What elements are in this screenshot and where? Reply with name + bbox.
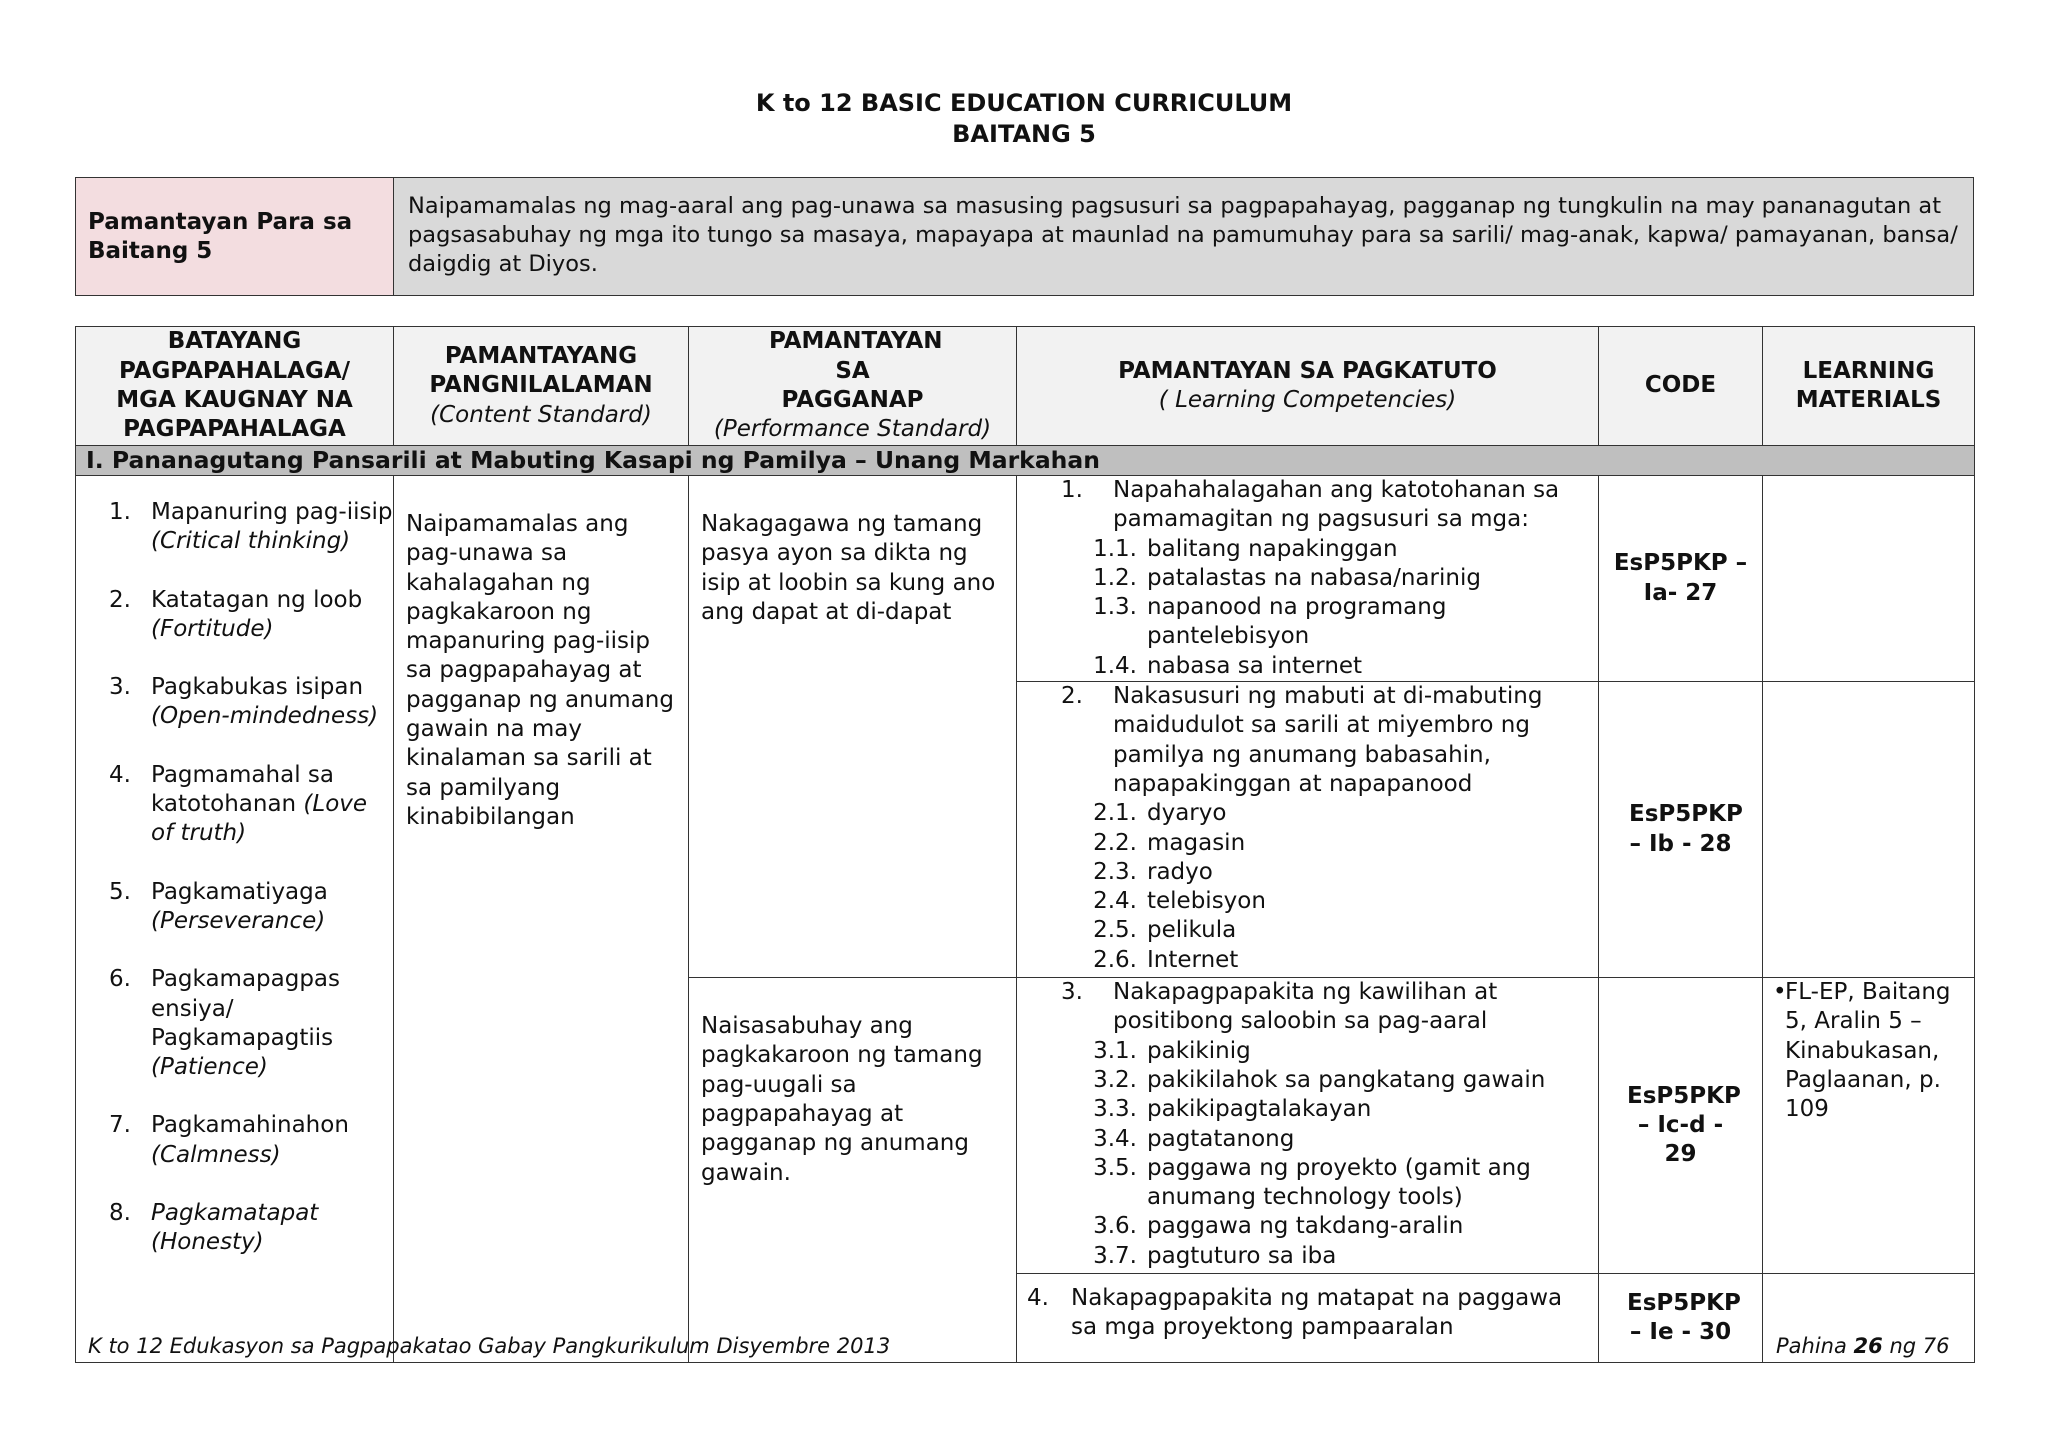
section-title: I. Pananagutang Pansarili at Mabuting Kasapi ng Pamilya – Unang Markahan — [76, 446, 1975, 476]
grade-standard-text: Naipamamalas ng mag-aaral ang pag-unawa sa masusing pagsusuri sa pagpapahayag, pagganap ng tungkulin na may pananagutan at pagsasabuhay ng mga ito tungo sa masaya, mapayapa at maunlad na pamumuhay para sa sarili/ mag-anak, kapwa/ pamayanan, bansa/ daigdig at Diyos. — [394, 178, 1973, 295]
grade-standard-box — [75, 177, 1974, 296]
col-header-values: BATAYANG PAGPAPAHALAGA/ MGA KAUGNAY NA PAGPAPAHALAGA — [76, 327, 394, 446]
content-standard-cell: Naipamamalas ang pag-unawa sa kahalagahan ng pagkakaroon ng mapanuring pag-iisip sa pagpapahayag at pagganap ng anumang gawain na may kinalaman sa sarili at sa pamilyang kinabibilangan — [394, 476, 689, 1363]
code-2: EsP5PKP – Ib - 28 — [1599, 682, 1763, 978]
table-row — [76, 476, 1975, 682]
list-item: 3. Pagkabukas isipan (Open-mindedness) — [109, 674, 379, 730]
competency-4: 4. Nakapagpapakita ng matapat na paggawa sa mga proyektong pampaaralan — [1017, 1274, 1599, 1363]
list-item: 1. Mapanuring pag-iisip (Critical thinking) — [109, 499, 393, 555]
footer-page: Pahina 26 ng 76 — [1776, 1334, 1950, 1358]
list-item: 7. Pagkamahinahon (Calmness) — [109, 1112, 349, 1168]
materials-1 — [1763, 476, 1975, 682]
list-item: 4. Pagmamahal sa katotohanan (Love of truth) — [109, 761, 368, 847]
section-row — [76, 446, 1975, 476]
code-1: EsP5PKP – Ia- 27 — [1599, 476, 1763, 682]
materials-3: • FL-EP, Baitang 5, Aralin 5 – Kinabukasan, Paglaanan, p. 109 — [1763, 978, 1975, 1274]
col-header-content-standard: PAMANTAYANG PANGNILALAMAN (Content Standard) — [394, 327, 689, 446]
competency-2: 2. Nakasusuri ng mabuti at di-mabuting maidudulot sa sarili at miyembro ng pamilya ng anumang babasahin, napapakinggan at napapanood 2.1. dyaryo 2.2. magasin 2.3. radyo 2.4. telebisyon 2.5. pelikula 2.6. Internet — [1017, 682, 1599, 978]
list-item: 6. Pagkamapagpas ensiya/ Pagkamapagtiis (Patience) — [109, 966, 341, 1081]
list-item: 8. Pagkamatapat (Honesty) — [109, 1200, 319, 1256]
values-list — [76, 498, 393, 1258]
performance-standard-1: Nakagagawa ng tamang pasya ayon sa dikta ng isip at loobin sa kung ano ang dapat at di-dapat — [689, 476, 1017, 978]
curriculum-table — [75, 326, 1975, 1363]
curriculum-heading: K to 12 BASIC EDUCATION CURRICULUM — [755, 89, 1293, 117]
list-item: 2. Katatagan ng loob (Fortitude) — [109, 586, 363, 642]
col-header-materials: LEARNING MATERIALS — [1763, 327, 1975, 446]
values-cell — [76, 476, 394, 1363]
code-3: EsP5PKP – Ic-d - 29 — [1599, 978, 1763, 1274]
competency-1: 1. Napahahalagahan ang katotohanan sa pamamagitan ng pagsusuri sa mga: 1.1. balitang napakinggan 1.2. patalastas na nabasa/narinig 1.3. napanood na programang pantelebisyon 1.4. nabasa sa internet — [1017, 476, 1599, 682]
col-header-code: CODE — [1599, 327, 1763, 446]
col-header-performance-standard: PAMANTAYAN SA PAGGANAP (Performance Standard) — [689, 327, 1017, 446]
materials-2 — [1763, 682, 1975, 978]
document-title — [0, 88, 2048, 150]
footer-left: K to 12 Edukasyon sa Pagpapakatao Gabay Pangkurikulum Disyembre 2013 — [88, 1334, 891, 1358]
list-item: 5. Pagkamatiyaga (Perseverance) — [109, 878, 328, 934]
table-header-row — [76, 327, 1975, 446]
performance-standard-2: Naisasabuhay ang pagkakaroon ng tamang pag-uugali sa pagpapahayag at pagganap ng anumang gawain. — [689, 978, 1017, 1363]
code-4: EsP5PKP – Ie - 30 — [1599, 1274, 1763, 1363]
bullet-icon: • — [1773, 979, 1787, 1006]
col-header-competencies: PAMANTAYAN SA PAGKATUTO ( Learning Competencies) — [1017, 327, 1599, 446]
grade-heading: BAITANG 5 — [952, 120, 1096, 148]
grade-standard-label: Pamantayan Para sa Baitang 5 — [76, 178, 394, 295]
competency-3: 3. Nakapagpapakita ng kawilihan at positibong saloobin sa pag-aaral 3.1. pakikinig 3.2. pakikilahok sa pangkatang gawain 3.3. pakikipagtalakayan 3.4. pagtatanong 3.5. paggawa ng proyekto (gamit ang anumang technology tools) 3.6. paggawa ng takdang-aralin 3.7. pagtuturo sa iba — [1017, 978, 1599, 1274]
